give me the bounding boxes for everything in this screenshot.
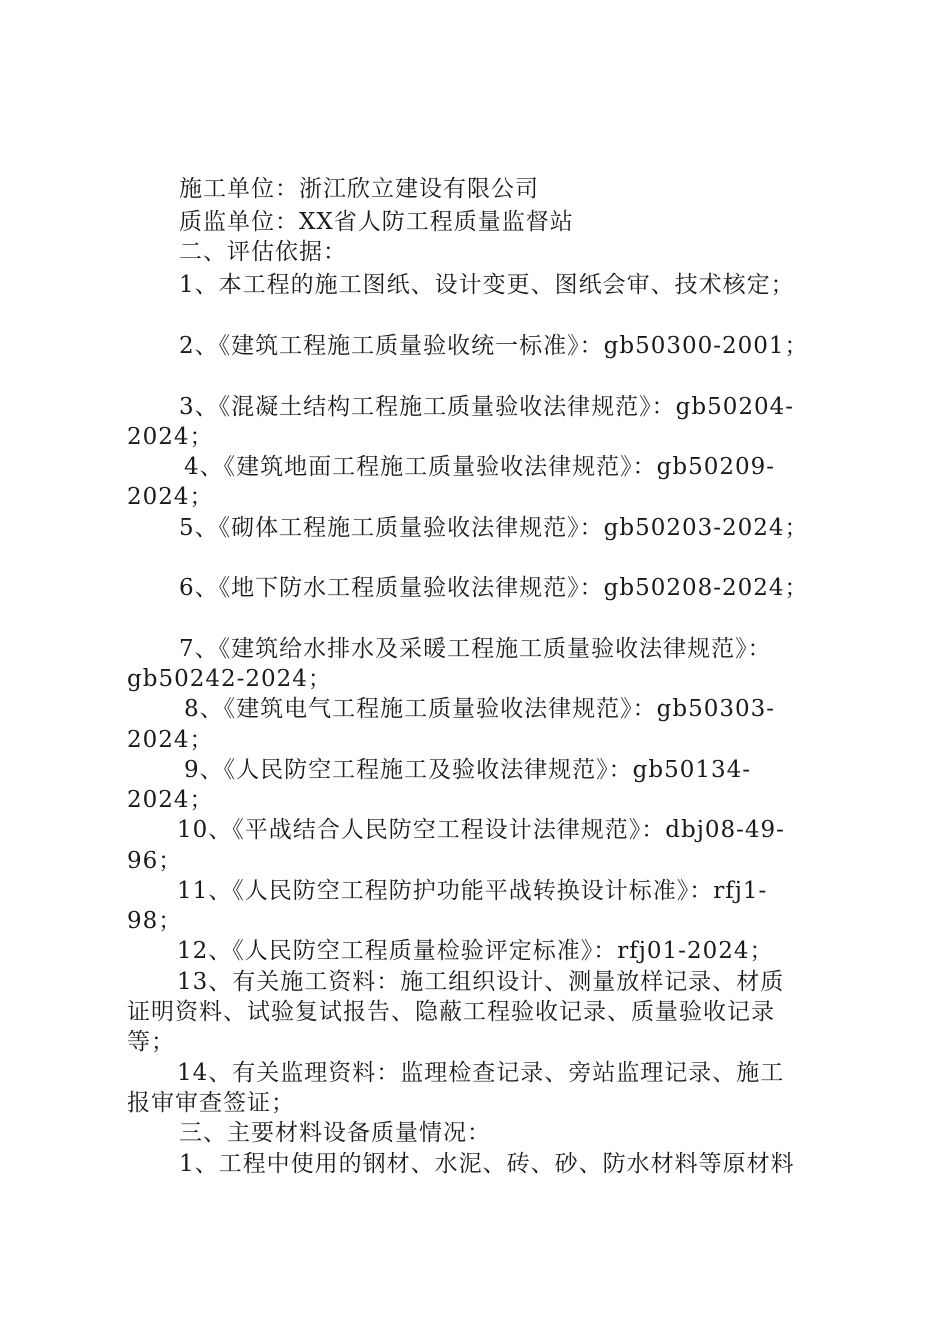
supervision-unit-line: 质监单位：XX省人防工程质量监督站 [179,209,574,235]
basis-item-9-continued: 2024； [127,787,214,813]
basis-item-8-continued: 2024； [127,727,214,753]
basis-item-4-continued: 2024； [127,484,214,510]
basis-item-8: 8、《建筑电气工程施工质量验收法律规范》：gb50303- [184,696,776,722]
construction-unit-line: 施工单位：浙江欣立建设有限公司 [179,176,539,202]
basis-item-11: 11、《人民防空工程防护功能平战转换设计标准》：rfj1- [177,878,768,904]
basis-item-13-end: 等； [127,1029,175,1055]
basis-item-13-continued: 证明资料、试验复试报告、隐蔽工程验收记录、质量验收记录 [127,999,775,1025]
basis-item-13: 13、有关施工资料：施工组织设计、测量放样记录、材质 [177,969,785,995]
basis-item-7-continued: gb50242-2024； [127,666,332,692]
basis-item-3-continued: 2024； [127,424,214,450]
basis-item-6: 6、《地下防水工程质量验收法律规范》：gb50208-2024； [179,575,809,601]
basis-item-11-continued: 98； [127,908,183,934]
basis-item-3: 3、《混凝土结构工程施工质量验收法律规范》：gb50204- [179,394,795,420]
basis-item-4: 4、《建筑地面工程施工质量验收法律规范》：gb50209- [184,454,776,480]
basis-item-12: 12、《人民防空工程质量检验评定标准》：rfj01-2024； [177,938,774,964]
basis-item-10-continued: 96； [127,848,183,874]
basis-item-10: 10、《平战结合人民防空工程设计法律规范》：dbj08-49- [177,817,785,843]
basis-item-7: 7、《建筑给水排水及采暖工程施工质量验收法律规范》： [179,636,772,662]
section-heading-basis: 二、评估依据： [179,239,347,265]
basis-item-9: 9、《人民防空工程施工及验收法律规范》：gb50134- [184,757,752,783]
basis-item-1: 1、本工程的施工图纸、设计变更、图纸会审、技术核定； [179,272,795,298]
materials-item-1: 1、工程中使用的钢材、水泥、砖、砂、防水材料等原材料 [179,1151,795,1177]
basis-item-14: 14、有关监理资料：监理检查记录、旁站监理记录、施工 [177,1060,785,1086]
basis-item-5: 5、《砌体工程施工质量验收法律规范》：gb50203-2024； [179,515,809,541]
basis-item-14-continued: 报审审查签证； [127,1090,295,1116]
basis-item-2: 2、《建筑工程施工质量验收统一标准》：gb50300-2001； [179,333,809,359]
section-heading-materials: 三、主要材料设备质量情况： [179,1120,491,1146]
